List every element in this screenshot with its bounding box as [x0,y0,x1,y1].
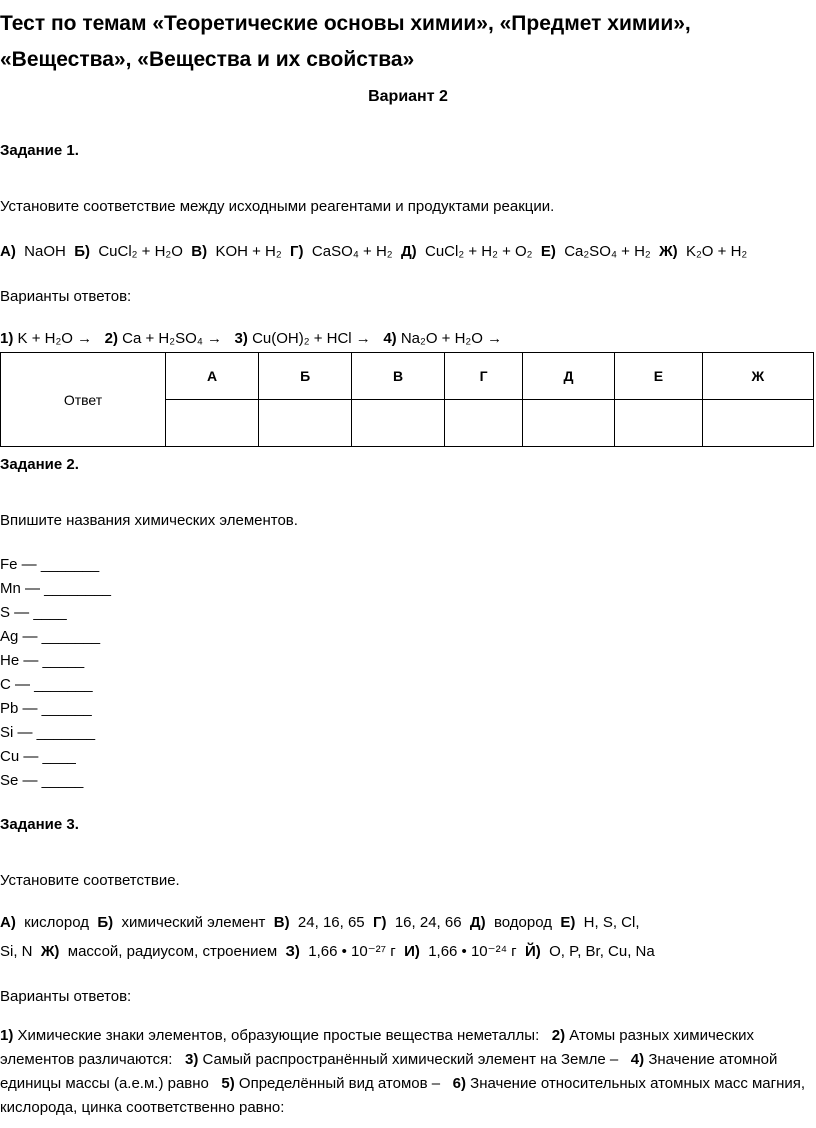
element-blank: Pb — ______ [0,700,92,717]
option-num: 5) [221,1075,235,1092]
element-blank: Fe — _______ [0,556,100,573]
option-text: Самый распространённый химический элемент на Земле – [202,1051,619,1068]
task3-instruction: Установите соответствие. [0,872,180,889]
reagent-text: Ca + H₂SO₄ → [122,330,223,347]
task2-heading: Задание 2. [0,456,79,473]
answer-row-label: Ответ [1,353,166,447]
item-text: Si, N [0,943,33,960]
product-letter: Д) [400,243,417,260]
option-text: Химические знаки элементов, образующие простые вещества неметаллы: [17,1027,540,1044]
item-letter: В) [273,914,290,931]
product-text: CuCl₂ + H₂ + O₂ [425,243,533,260]
task1-heading: Задание 1. [0,142,79,159]
option-text: Значение атомной единицы массы (а.е.м.) равно [0,1051,778,1092]
variant-label: Вариант 2 [368,88,448,105]
item-letter: Ж) [40,943,60,960]
product-letter: Г) [290,243,304,260]
product-text: Ca₂SO₄ + H₂ [564,243,651,260]
reagent-num: 2) [104,330,118,347]
task3-options [0,1024,814,1120]
task3-items-line1 [0,914,640,931]
element-blank: He — _____ [0,652,85,669]
answer-cell[interactable] [445,400,523,447]
answer-cell[interactable] [259,400,352,447]
option-num: 3) [184,1051,199,1068]
element-blank: Ag — _______ [0,628,101,645]
answer-column-header: Г [445,353,523,400]
option-num: 4) [630,1051,645,1068]
product-letter: Б) [74,243,90,260]
element-blank: Mn — ________ [0,580,111,597]
product-text: K₂O + H₂ [685,243,748,260]
option-text: Значение относительных атомных масс магния, кислорода, цинка соответственно равно: [0,1075,806,1116]
product-letter: Ж) [659,243,678,260]
item-text: O, P, Br, Cu, Na [549,943,655,960]
item-letter: Г) [373,914,387,931]
option-num: 2) [551,1027,566,1044]
reagent-text: Na₂O + H₂O → [400,330,503,347]
option-num: 1) [0,1027,14,1044]
element-blank: Cu — ____ [0,748,76,765]
reagent-num: 1) [0,330,14,347]
item-letter: Е) [560,914,576,931]
item-text: 16, 24, 66 [394,914,462,931]
option-num: 6) [452,1075,466,1092]
item-text: 1,66 • 10⁻²⁴ г [428,943,517,960]
reagent-num: 4) [383,330,397,347]
task3-options-label: Варианты ответов: [0,988,132,1005]
task1-reagents-line [0,330,502,347]
item-text: массой, радиусом, строением [67,943,278,960]
product-letter: Е) [540,243,556,260]
answer-column-header: Д [522,353,614,400]
reagent-text: Cu(OH)₂ + HCl → [252,330,371,347]
answer-column-header: А [166,353,259,400]
item-text: кислород [24,914,89,931]
item-text: H, S, Cl, [583,914,640,931]
item-letter: Й) [525,943,541,960]
answer-cell[interactable] [522,400,614,447]
item-letter: З) [285,943,300,960]
product-text: CuCl₂ + H₂O [98,243,183,260]
task1-products-line [0,243,747,260]
item-text: химический элемент [121,914,266,931]
answer-cell[interactable] [702,400,813,447]
option-text: Определённый вид атомов – [238,1075,441,1092]
answer-column-header: Е [615,353,703,400]
task3-heading: Задание 3. [0,816,79,833]
item-text: водород [493,914,552,931]
product-text: NaOH [24,243,66,260]
option-text: Атомы разных химических элементов различаются: [0,1027,755,1068]
answer-cell[interactable] [351,400,444,447]
task2-instruction: Впишите названия химических элементов. [0,512,298,529]
answer-cell[interactable] [166,400,259,447]
page-title: Тест по темам «Теоретические основы химии», «Предмет химии», «Вещества», «Вещества и их свойства» [0,12,691,71]
element-blank: Si — _______ [0,724,96,741]
task1-options-label: Варианты ответов: [0,288,132,305]
item-text: 1,66 • 10⁻²⁷ г [308,943,396,960]
answer-cell[interactable] [615,400,703,447]
answer-column-header: Б [259,353,352,400]
answer-table [0,352,814,447]
reagent-text: K + H₂O → [17,330,93,347]
answer-column-header: В [351,353,444,400]
product-letter: В) [191,243,208,260]
task3-items-line2 [0,942,655,960]
item-text: 24, 16, 65 [297,914,365,931]
element-blank: S — ____ [0,604,67,621]
reagent-num: 3) [234,330,248,347]
item-letter: А) [0,914,16,931]
task1-instruction: Установите соответствие между исходными реагентами и продуктами реакции. [0,198,555,215]
element-blank: Se — _____ [0,772,84,789]
item-letter: Д) [469,914,486,931]
item-letter: Б) [97,914,114,931]
product-letter: А) [0,243,16,260]
answer-column-header: Ж [702,353,813,400]
product-text: KOH + H₂ [215,243,282,260]
item-letter: И) [404,943,420,960]
element-blank: C — _______ [0,676,93,693]
product-text: CaSO₄ + H₂ [311,243,393,260]
